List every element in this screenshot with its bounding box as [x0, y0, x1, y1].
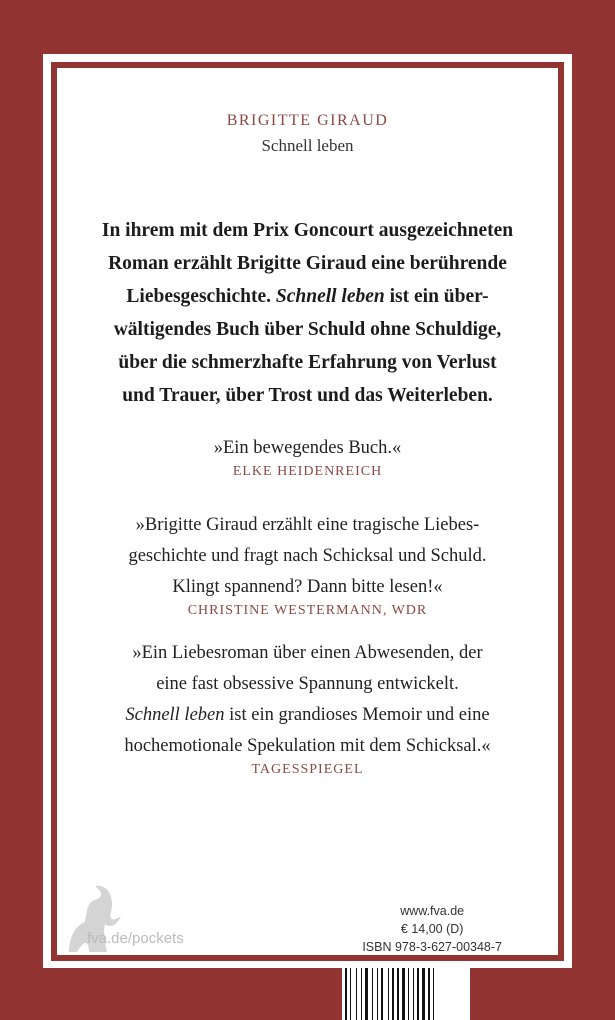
quote-3 — [57, 638, 558, 778]
barcode-bar — [358, 968, 360, 1020]
quote-text — [57, 700, 558, 731]
barcode-bar — [402, 968, 405, 1020]
price: € 14,00 (D) — [400, 922, 464, 936]
barcode-bar — [361, 968, 362, 1020]
quote-text: Klingt spannend? Dann bitte lesen!« — [172, 577, 443, 597]
barcode-bar — [435, 968, 437, 1020]
blurb-line — [57, 280, 558, 313]
blurb-line: wältigendes Buch über Schuld ohne Schuldige, — [113, 319, 502, 340]
blurb — [57, 214, 558, 412]
barcode-bar — [365, 968, 368, 1020]
barcode-bar — [422, 968, 425, 1020]
book-title: Schnell leben — [261, 136, 354, 155]
barcode-bar — [431, 968, 432, 1020]
barcode-bar — [363, 968, 364, 1020]
barcode-bar — [392, 968, 394, 1020]
barcode-bar — [350, 968, 351, 1020]
barcode-bar — [420, 968, 421, 1020]
blurb-line: über die schmerzhafte Erfahrung von Verlust — [118, 352, 497, 373]
barcode-bar — [384, 968, 387, 1020]
website[interactable]: www.fva.de — [400, 904, 465, 918]
barcode-bar — [377, 968, 378, 1020]
barcode-bar — [426, 968, 427, 1020]
barcode-bar — [433, 968, 434, 1020]
blurb-line: Roman erzählt Brigitte Giraud eine berührende — [108, 253, 507, 274]
barcode-bar — [390, 968, 391, 1020]
text: ist ein grandioses Memoir und eine — [224, 705, 490, 725]
quote-text: geschichte und fragt nach Schicksal und Schuld. — [128, 546, 487, 566]
barcode-bar — [372, 968, 373, 1020]
text: Liebesgeschichte. — [126, 286, 276, 307]
barcode-bar — [406, 968, 407, 1020]
quote-2 — [57, 510, 558, 619]
author-name: BRIGITTE GIRAUD — [226, 112, 389, 129]
blurb-line: In ihrem mit dem Prix Goncourt ausgezeichneten — [101, 220, 514, 241]
quote-text: eine fast obsessive Spannung entwickelt. — [156, 674, 459, 694]
barcode-bar — [356, 968, 357, 1020]
quote-source: ELKE HEIDENREICH — [232, 464, 383, 479]
publisher-info — [362, 902, 502, 956]
quote-text: »Brigitte Giraud erzählt eine tragische Liebes- — [135, 515, 480, 535]
barcode-bar — [352, 968, 355, 1020]
quote-1 — [57, 433, 558, 480]
barcode-bar — [400, 968, 401, 1020]
pockets-link[interactable]: fva.de/pockets — [87, 930, 184, 947]
barcode-bar — [348, 968, 349, 1020]
barcode-bar — [388, 968, 389, 1020]
barcode-bar — [374, 968, 376, 1020]
book-title-italic: Schnell leben — [275, 286, 385, 307]
barcode-bar — [379, 968, 380, 1020]
quote-text: »Ein bewegendes Buch.« — [213, 438, 402, 458]
barcode-bar — [413, 968, 414, 1020]
barcode-bar — [369, 968, 371, 1020]
isbn: ISBN 978-3-627-00348-7 — [362, 940, 502, 954]
barcode-bar — [410, 968, 412, 1020]
barcode-bar — [345, 968, 347, 1020]
barcode-bar — [417, 968, 419, 1020]
barcode-bar — [395, 968, 396, 1020]
blurb-line: und Trauer, über Trost und das Weiterleben. — [122, 385, 493, 406]
barcode-bar — [381, 968, 383, 1020]
text: ist ein über- — [384, 286, 489, 307]
quote-source: TAGESSPIEGEL — [251, 762, 364, 777]
barcode-bar — [397, 968, 399, 1020]
barcode-bar — [415, 968, 416, 1020]
quote-text: »Ein Liebesroman über einen Abwesenden, der — [132, 643, 483, 663]
quote-text: hochemotionale Spekulation mit dem Schicksal.« — [124, 736, 491, 756]
barcode — [342, 968, 470, 1020]
back-cover — [51, 62, 564, 961]
barcode-bar — [428, 968, 430, 1020]
quote-source: CHRISTINE WESTERMANN, WDR — [187, 603, 428, 618]
book-title-italic: Schnell leben — [125, 705, 225, 725]
barcode-bar — [408, 968, 409, 1020]
